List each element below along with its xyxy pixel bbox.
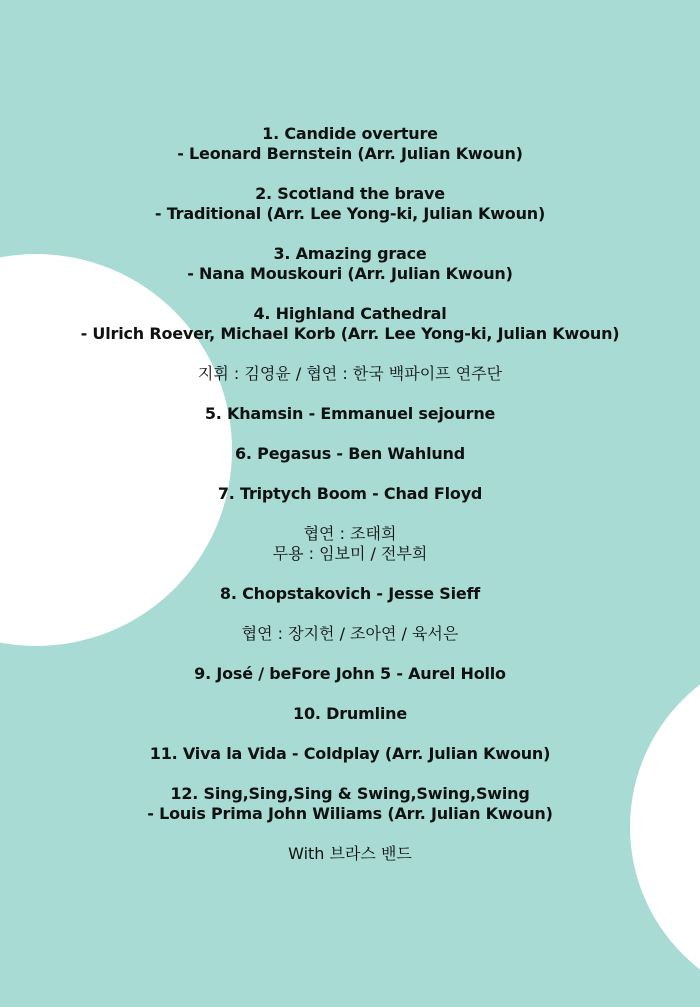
performer-credit bbox=[0, 364, 700, 384]
performer-credit bbox=[0, 524, 700, 564]
performer-credit-line: 협연 : 조태희 bbox=[303, 524, 397, 543]
performer-credit-line: 협연 : 장지헌 / 조아연 / 육서은 bbox=[241, 624, 459, 643]
program-item bbox=[0, 664, 700, 684]
performer-credit-line: 지휘 : 김영윤 / 협연 : 한국 백파이프 연주단 bbox=[197, 364, 503, 383]
performer-credit-line: 무용 : 임보미 / 전부희 bbox=[272, 544, 428, 563]
program-item-title: 10. Drumline bbox=[293, 704, 407, 723]
program-item-title: 8. Chopstakovich - Jesse Sieff bbox=[219, 584, 481, 603]
program-item-title: 11. Viva la Vida - Coldplay (Arr. Julian Kwoun) bbox=[149, 744, 551, 763]
program-item-title: 9. José / beFore John 5 - Aurel Hollo bbox=[194, 664, 506, 683]
program-item-composer: - Traditional (Arr. Lee Yong-ki, Julian Kwoun) bbox=[154, 204, 546, 223]
program-item bbox=[0, 704, 700, 724]
program-item-title: 5. Khamsin - Emmanuel sejourne bbox=[204, 404, 496, 423]
program-item-title: 4. Highland Cathedral bbox=[253, 304, 447, 323]
program-item bbox=[0, 184, 700, 224]
program-item bbox=[0, 124, 700, 164]
program-item-composer: - Leonard Bernstein (Arr. Julian Kwoun) bbox=[177, 144, 523, 163]
program-item bbox=[0, 244, 700, 284]
performer-credit bbox=[0, 624, 700, 644]
program-item bbox=[0, 584, 700, 604]
performer-credit bbox=[0, 844, 700, 864]
program-item bbox=[0, 744, 700, 764]
program-item-title: 6. Pegasus - Ben Wahlund bbox=[234, 444, 466, 463]
program-item-title: 1. Candide overture bbox=[262, 124, 438, 143]
program-item-title: 2. Scotland the brave bbox=[255, 184, 445, 203]
program-item bbox=[0, 304, 700, 344]
program-item-title: 12. Sing,Sing,Sing & Swing,Swing,Swing bbox=[170, 784, 530, 803]
program-item-title: 7. Triptych Boom - Chad Floyd bbox=[217, 484, 483, 503]
program-list bbox=[0, 124, 700, 884]
program-item bbox=[0, 404, 700, 424]
program-item-composer: - Louis Prima John Wiliams (Arr. Julian Kwoun) bbox=[147, 804, 553, 823]
program-item-title: 3. Amazing grace bbox=[273, 244, 427, 263]
program-item bbox=[0, 784, 700, 824]
program-item bbox=[0, 444, 700, 464]
program-item-composer: - Nana Mouskouri (Arr. Julian Kwoun) bbox=[187, 264, 513, 283]
program-item-composer: - Ulrich Roever, Michael Korb (Arr. Lee Yong-ki, Julian Kwoun) bbox=[80, 324, 620, 343]
program-item bbox=[0, 484, 700, 504]
performer-credit-line: With 브라스 밴드 bbox=[288, 844, 412, 863]
